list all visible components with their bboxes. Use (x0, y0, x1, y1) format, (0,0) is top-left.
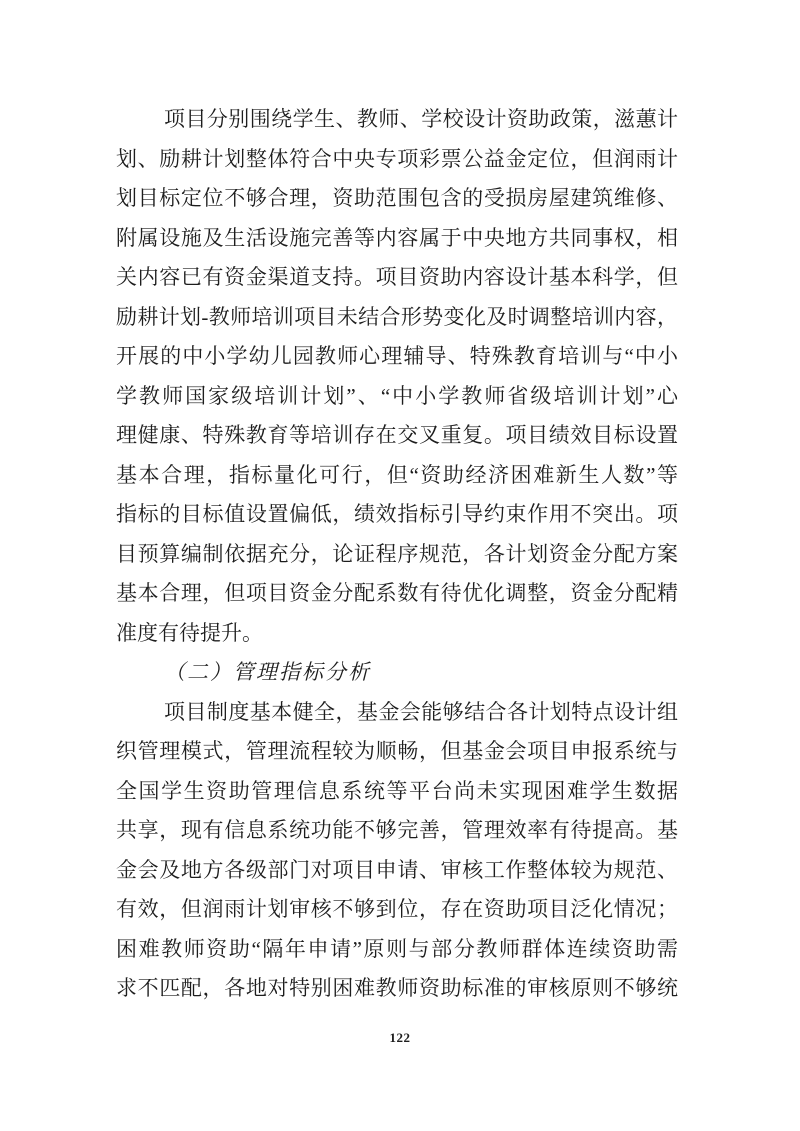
text-line: 附属设施及生活设施完善等内容属于中央地方共同事权，相 (116, 225, 678, 250)
text-line: 准度有待提升。 (116, 620, 263, 645)
document-body (116, 100, 678, 1009)
text-line: 划目标定位不够合理，资助范围包含的受损房屋建筑维修、 (116, 186, 678, 210)
text-line: 共享，现有信息系统功能不够完善，管理效率有待提高。基 (116, 818, 678, 842)
text-line: 织管理模式，管理流程较为顺畅，但基金会项目申报系统与 (116, 739, 678, 763)
text-line: 关内容已有资金渠道支持。项目资助内容设计基本科学，但 (116, 265, 678, 289)
section-heading-management-indicator-analysis: （二）管理指标分析 (164, 660, 371, 684)
text-line: 求不匹配，各地对特别困难教师资助标准的审核原则不够统 (116, 976, 678, 1000)
text-line: 项目制度基本健全，基金会能够结合各计划特点设计组 (164, 699, 678, 724)
text-line: 基本合理，指标量化可行，但“资助经济困难新生人数”等 (116, 462, 678, 487)
text-line: 学教师国家级培训计划”、“中小学教师省级培训计划”心 (116, 383, 678, 408)
text-line: 划、励耕计划整体符合中央专项彩票公益金定位，但润雨计 (116, 146, 678, 171)
text-line: 项目分别围绕学生、教师、学校设计资助政策，滋蕙计 (164, 107, 678, 131)
text-line: 基本合理，但项目资金分配系数有待优化调整，资金分配精 (116, 581, 678, 605)
text-line: 有效，但润雨计划审核不够到位，存在资助项目泛化情况； (116, 897, 678, 921)
paragraph-management-indicator-analysis (116, 693, 678, 1009)
text-line: 金会及地方各级部门对项目申请、审核工作整体较为规范、 (116, 857, 678, 882)
paragraph-project-indicator-analysis (116, 100, 678, 653)
text-line: 全国学生资助管理信息系统等平台尚未实现困难学生数据 (116, 778, 678, 803)
text-line: 开展的中小学幼儿园教师心理辅导、特殊教育培训与“中小 (116, 344, 678, 368)
text-line: 困难教师资助“隔年申请”原则与部分教师群体连续资助需 (116, 936, 678, 961)
text-line: 目预算编制依据充分，论证程序规范，各计划资金分配方案 (116, 541, 678, 566)
page-number: 122 (389, 1030, 411, 1045)
text-line: 励耕计划-教师培训项目未结合形势变化及时调整培训内容， (116, 304, 678, 329)
text-line: 理健康、特殊教育等培训存在交叉重复。项目绩效目标设置 (116, 423, 678, 447)
text-line: 指标的目标值设置偏低，绩效指标引导约束作用不突出。项 (116, 502, 678, 526)
